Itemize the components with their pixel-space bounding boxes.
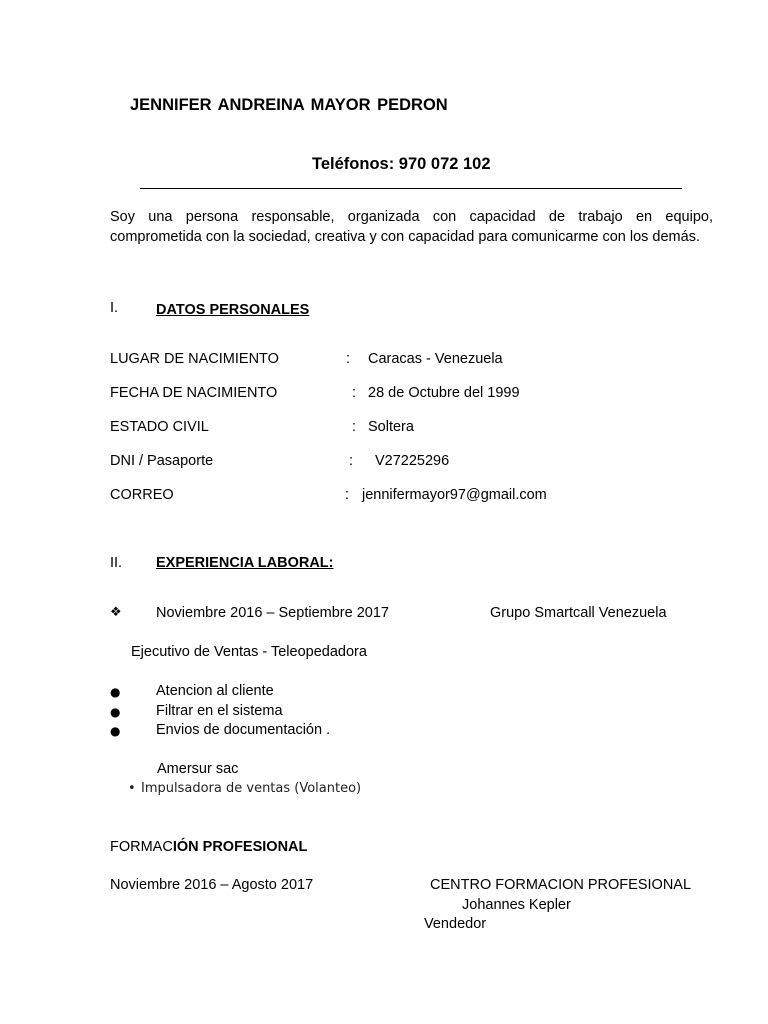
job-2-bullet-icon: • xyxy=(128,781,136,796)
task-1-text: Atencion al cliente xyxy=(156,683,274,699)
field-civil-status-value: Soltera xyxy=(368,419,414,435)
task-3-text: Envios de documentación . xyxy=(156,722,331,738)
section-1-title: DATOS PERSONALES xyxy=(156,302,310,318)
field-birthplace-label: LUGAR DE NACIMIENTO xyxy=(110,351,279,367)
section-3-title-part1: FORMAC xyxy=(110,839,173,855)
task-2-bullet-icon: ● xyxy=(110,705,121,719)
field-civil-status-sep: : xyxy=(352,419,357,435)
candidate-name: JENNIFER ANDREINA MAYOR PEDRON xyxy=(130,96,448,114)
job-1-company: Grupo Smartcall Venezuela xyxy=(490,605,667,621)
section-1-number: I. xyxy=(110,300,119,316)
section-3-title xyxy=(110,839,307,855)
training-period: Noviembre 2016 – Agosto 2017 xyxy=(110,877,314,893)
profile-summary: Soy una persona responsable, organizada con capacidad de trabajo en equipo, comprometida con la sociedad, creativa y con capacidad para comunicarme con los demás. xyxy=(110,209,713,245)
training-institution-line2: Johannes Kepler xyxy=(462,897,571,913)
task-3-bullet-icon: ● xyxy=(110,724,121,738)
task-1-bullet-icon: ● xyxy=(110,685,121,699)
section-2-number: II. xyxy=(110,555,123,571)
job-1-role: Ejecutivo de Ventas - Teleopedadora xyxy=(131,644,367,660)
training-institution: CENTRO FORMACION PROFESIONAL xyxy=(430,877,692,893)
job-2-task: Impulsadora de ventas (Volanteo) xyxy=(141,781,362,796)
field-email-value: jennifermayor97@gmail.com xyxy=(362,487,547,503)
job-1-marker-icon: ❖ xyxy=(110,605,122,620)
field-birthdate-label: FECHA DE NACIMIENTO xyxy=(110,385,278,401)
training-role: Vendedor xyxy=(424,916,487,932)
field-email-label: CORREO xyxy=(110,487,174,503)
section-2-title: EXPERIENCIA LABORAL: xyxy=(156,555,334,571)
field-email-sep: : xyxy=(345,487,350,503)
field-birthdate-sep: : xyxy=(352,385,357,401)
field-id-label: DNI / Pasaporte xyxy=(110,453,214,469)
field-civil-status-label: ESTADO CIVIL xyxy=(110,419,209,435)
header-divider xyxy=(140,188,682,189)
section-3-title-part2: IÓN PROFESIONAL xyxy=(172,839,308,855)
field-birthplace-value: Caracas - Venezuela xyxy=(368,351,503,367)
field-birthdate-value: 28 de Octubre del 1999 xyxy=(368,385,520,401)
field-id-value: V27225296 xyxy=(375,453,450,469)
phone-line: Teléfonos: 970 072 102 xyxy=(312,155,491,173)
job-1-period: Noviembre 2016 – Septiembre 2017 xyxy=(156,605,389,621)
task-2-text: Filtrar en el sistema xyxy=(156,703,283,719)
job-2-company: Amersur sac xyxy=(157,761,239,777)
field-birthplace-sep: : xyxy=(346,351,351,367)
field-id-sep: : xyxy=(349,453,354,469)
